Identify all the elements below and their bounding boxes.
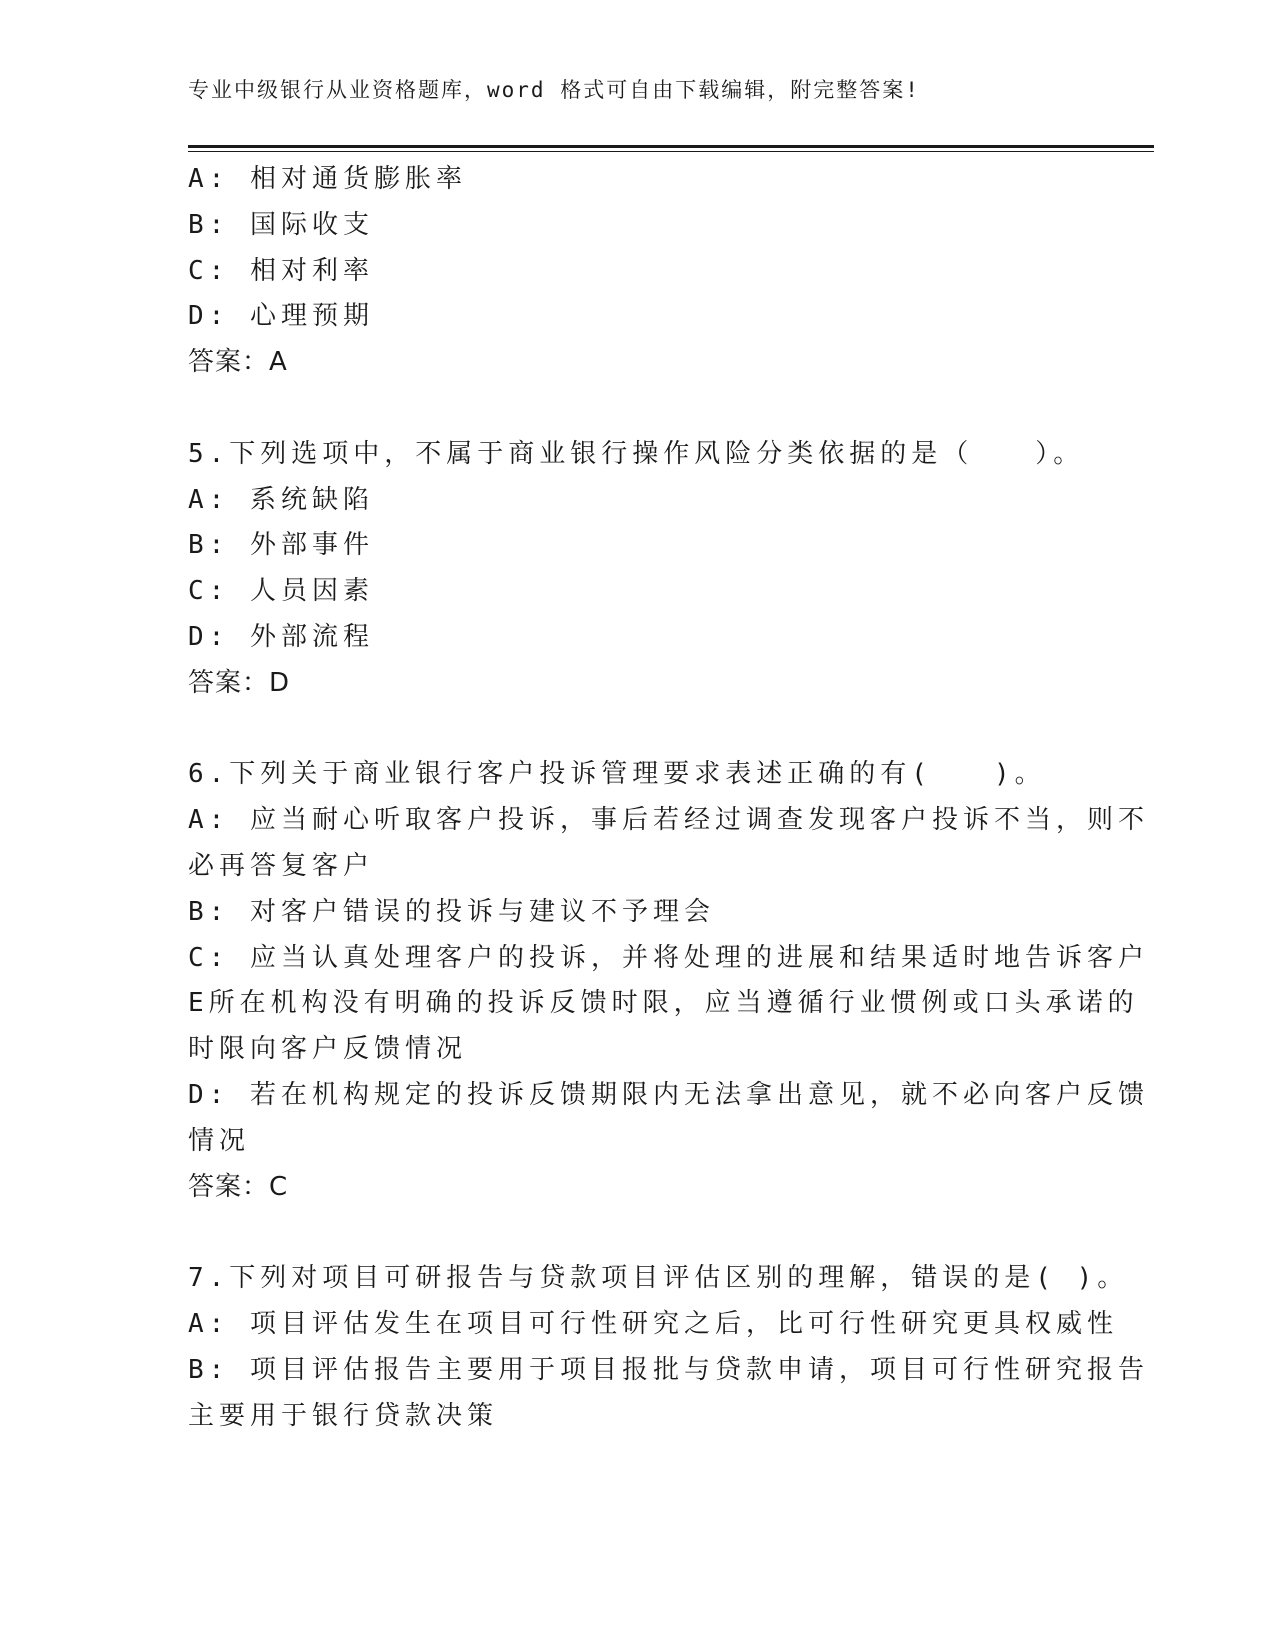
q5-option-b: B: 外部事件 [188,530,374,561]
document-body [188,157,1149,1439]
q4-option-d: D: 心理预期 [188,301,374,332]
q6-option-a-line-1: A: 应当耐心听取客户投诉，事后若经过调查发现客户投诉不当，则不 [188,805,1149,836]
q5-option-c: C: 人员因素 [188,576,374,607]
q7-option-b-line-2: 主要用于银行贷款决策 [188,1400,499,1431]
q6-option-c: C: 应当认真处理客户的投诉，并将处理的进展和结果适时地告诉客户 [188,942,1149,973]
q5-option-d: D: 外部流程 [188,621,374,652]
q6-option-a-line-2: 必再答复客户 [188,850,375,881]
q5-question: 5.下列选项中，不属于商业银行操作风险分类依据的是（ ）。 [188,438,1085,469]
question-6-block [188,752,1149,1210]
spacer [188,707,1088,753]
q4-answer: 答案：A [188,347,288,378]
q5-option-a: A: 系统缺陷 [188,484,374,515]
q6-option-e-line-2: 时限向客户反馈情况 [188,1034,468,1065]
question-4-block [188,157,1088,386]
header-rule-thick [188,145,1154,148]
q7-question: 7.下列对项目可研报告与贷款项目评估区别的理解，错误的是( )。 [188,1263,1129,1294]
q7-option-b-line-1: B: 项目评估报告主要用于项目报批与贷款申请，项目可行性研究报告 [188,1354,1149,1385]
spacer [188,386,1088,432]
q6-option-e-line-1: E所在机构没有明确的投诉反馈时限，应当遵循行业惯例或口头承诺的 [188,988,1139,1019]
q7-option-a: A: 项目评估发生在项目可行性研究之后，比可行性研究更具权威性 [188,1308,1118,1339]
q4-option-c: C: 相对利率 [188,255,374,286]
q6-answer: 答案：C [188,1171,289,1202]
q6-option-b: B: 对客户错误的投诉与建议不予理会 [188,896,715,927]
question-5-block [188,432,1088,707]
q6-option-d-line-2: 情况 [188,1125,251,1156]
question-7-block [188,1256,1149,1439]
header-rule-thin [188,151,1154,152]
page-header: 专业中级银行从业资格题库，word 格式可自由下载编辑，附完整答案! [188,78,920,102]
spacer [188,1210,1088,1256]
q6-question: 6.下列关于商业银行客户投诉管理要求表述正确的有( )。 [188,759,1046,790]
q4-option-a: A: 相对通货膨胀率 [188,164,467,194]
q6-option-d-line-1: D: 若在机构规定的投诉反馈期限内无法拿出意见，就不必向客户反馈 [188,1079,1149,1110]
q4-option-b: B: 国际收支 [188,209,374,240]
q5-answer: 答案：D [188,667,291,698]
